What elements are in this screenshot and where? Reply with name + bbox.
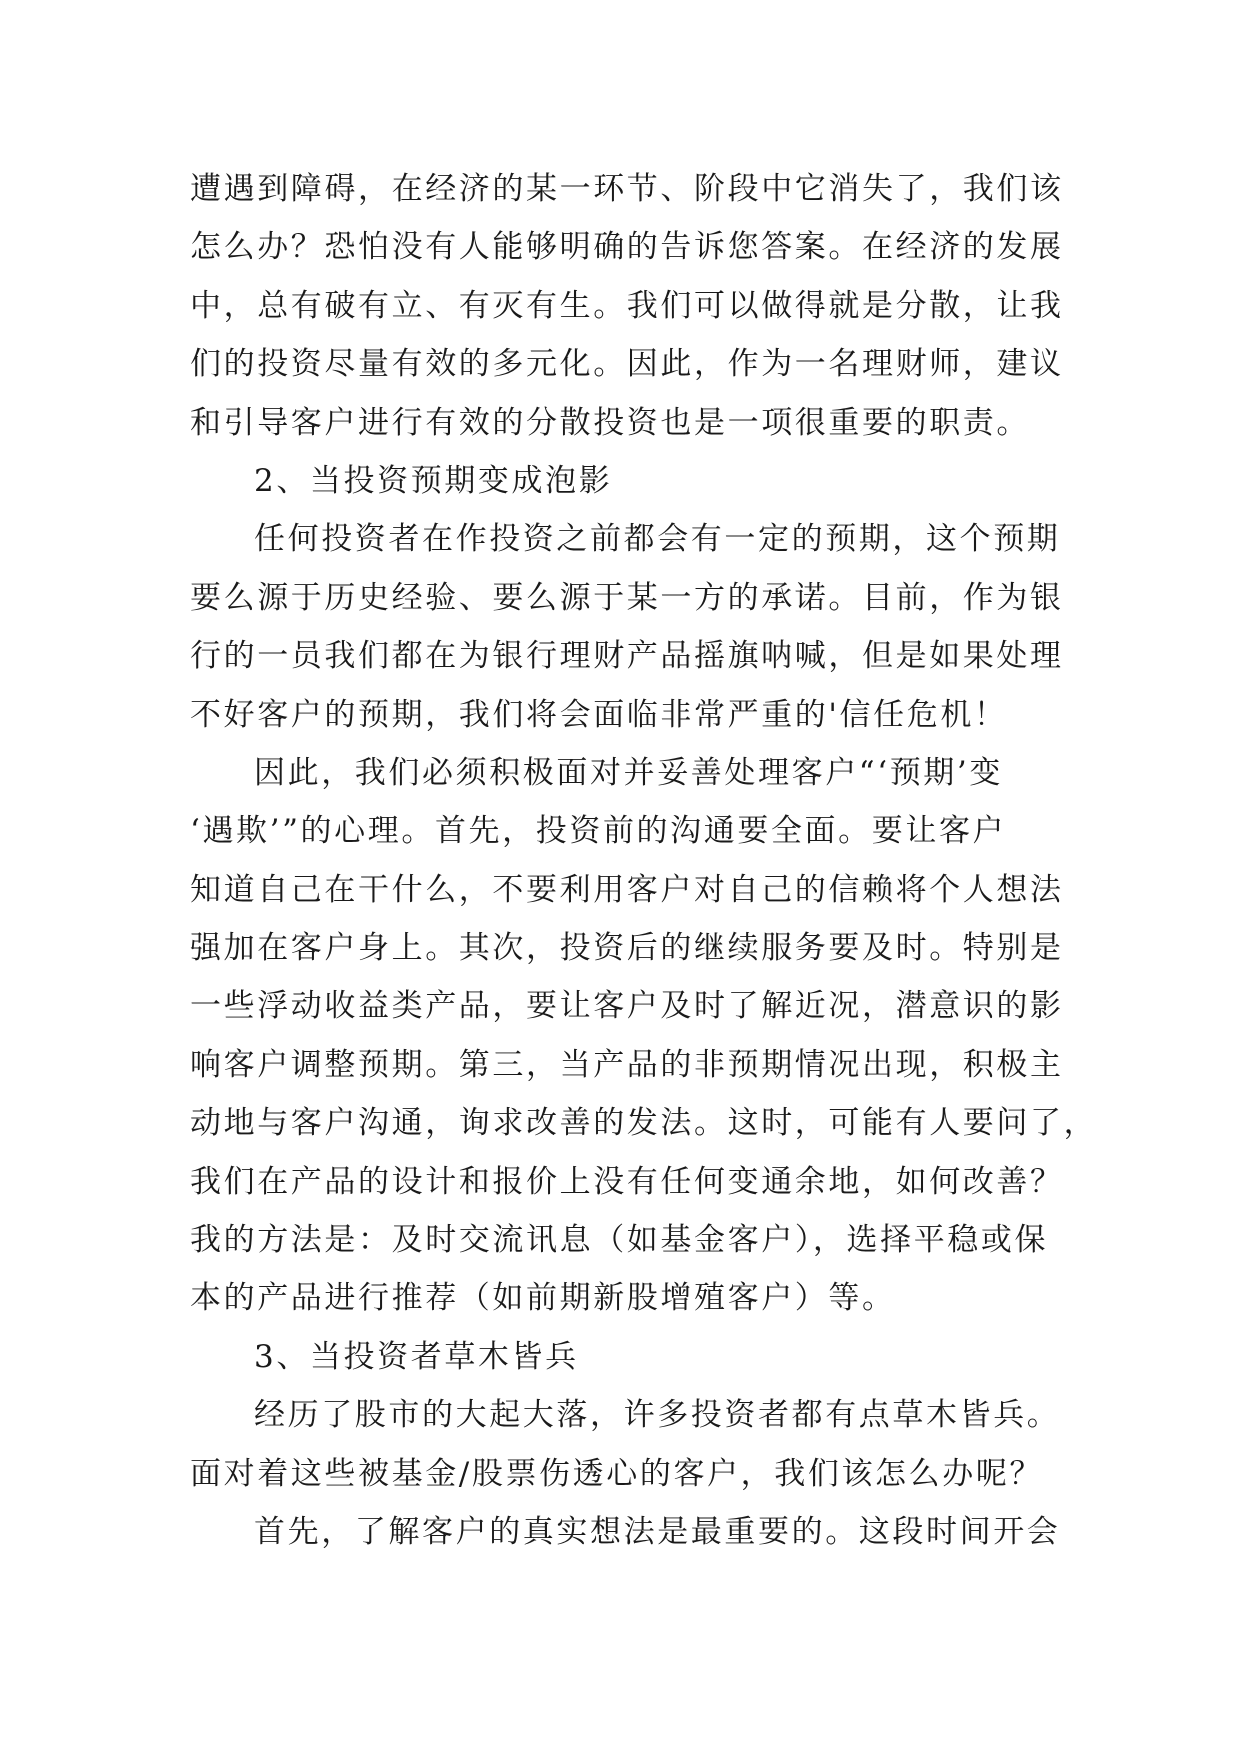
paragraph-first-line: 因此，我们必须积极面对并妥善处理客户“‘预期’变 — [254, 754, 1003, 791]
text-line: 要么源于历史经验、要么源于某一方的承诺。目前，作为银 — [190, 579, 1064, 616]
text-line: 知道自己在干什么，不要利用客户对自己的信赖将个人想法 — [190, 871, 1064, 908]
text-line: 和引导客户进行有效的分散投资也是一项很重要的职责。 — [190, 404, 1030, 441]
section-heading: 3、当投资者草木皆兵 — [254, 1338, 579, 1375]
body-text — [190, 160, 1098, 1561]
paragraph-first-line: 经历了股市的大起大落，许多投资者都有点草木皆兵。 — [254, 1397, 1061, 1434]
paragraph-first-line: 任何投资者在作投资之前都会有一定的预期，这个预期 — [254, 521, 1061, 558]
text-line: 动地与客户沟通，询求改善的发法。这时，可能有人要问了， — [190, 1105, 1098, 1142]
text-line: ‘遇欺’”的心理。首先，投资前的沟通要全面。要让客户 — [190, 813, 1007, 850]
paragraph-first-line: 首先，了解客户的真实想法是最重要的。这段时间开会 — [254, 1513, 1061, 1550]
text-line: 响客户调整预期。第三，当产品的非预期情况出现，积极主 — [190, 1046, 1064, 1083]
text-line: 们的投资尽量有效的多元化。因此，作为一名理财师，建议 — [190, 346, 1064, 383]
text-line: 本的产品进行推荐（如前期新股增殖客户）等。 — [190, 1280, 896, 1317]
text-line: 不好客户的预期，我们将会面临非常严重的'信任危机！ — [190, 696, 1008, 733]
text-line: 一些浮动收益类产品，要让客户及时了解近况，潜意识的影 — [190, 988, 1064, 1025]
text-line: 强加在客户身上。其次，投资后的继续服务要及时。特别是 — [190, 930, 1064, 967]
text-line: 遭遇到障碍，在经济的某一环节、阶段中它消失了，我们该 — [190, 171, 1064, 207]
text-line: 我们在产品的设计和报价上没有任何变通余地，如何改善？ — [190, 1163, 1064, 1200]
text-line: 怎么办？恐怕没有人能够明确的告诉您答案。在经济的发展 — [190, 229, 1064, 266]
text-line: 面对着这些被基金/股票伤透心的客户，我们该怎么办呢？ — [190, 1455, 1044, 1492]
section-heading: 2、当投资预期变成泡影 — [254, 462, 613, 499]
text-line: 中，总有破有立、有灭有生。我们可以做得就是分散，让我 — [190, 287, 1064, 324]
text-line: 行的一员我们都在为银行理财产品摇旗呐喊，但是如果处理 — [190, 638, 1064, 675]
text-line: 我的方法是：及时交流讯息（如基金客户），选择平稳或保 — [190, 1222, 1049, 1259]
